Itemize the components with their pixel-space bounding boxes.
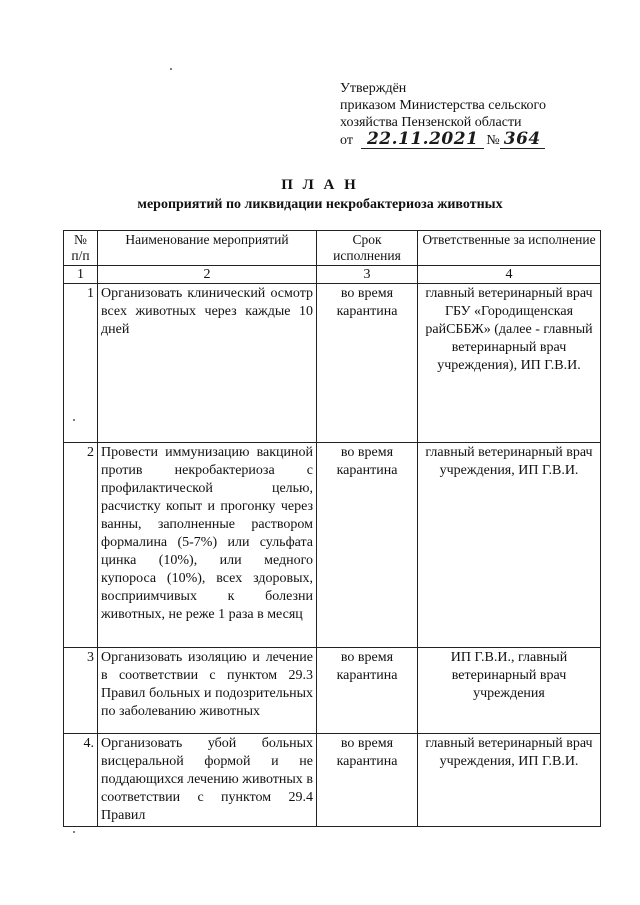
header-action: Наименование мероприятий: [98, 231, 317, 266]
header-responsible: Ответственные за исполнение: [418, 231, 601, 266]
header-number: № п/п: [64, 231, 98, 266]
table-row: [64, 284, 601, 443]
table-header-row: [64, 231, 601, 266]
row-number: 3: [64, 648, 98, 734]
row-term: во время карантина: [317, 443, 418, 648]
row-number: 2: [64, 443, 98, 648]
table-row: [64, 443, 601, 648]
order-date-number: [340, 131, 600, 149]
table-index-row: [64, 266, 601, 284]
row-responsible: главный ветеринарный врач учреждения, ИП Г.В.И.: [418, 734, 601, 827]
row-term: во время карантина: [317, 648, 418, 734]
row-action: Организовать изоляцию и лечение в соответствии с пунктом 29.3 Правил больных и подозрительных по заболеванию животных: [98, 648, 317, 734]
row-responsible: главный ветеринарный врач учреждения, ИП Г.В.И.: [418, 443, 601, 648]
scan-speck: [170, 68, 172, 70]
document-subtitle: мероприятий по ликвидации некробактериоза животных: [137, 197, 503, 212]
approval-line-1: Утверждён: [340, 81, 407, 96]
row-responsible: главный ветеринарный врач ГБУ «Городищенская райСББЖ» (далее - главный ветеринарный врач учреждения), ИП Г.В.И.: [418, 284, 601, 443]
scan-speck: [73, 831, 75, 833]
table-row: [64, 734, 601, 827]
order-number: 364: [500, 131, 545, 149]
header-term: Срок исполнения: [317, 231, 418, 266]
row-responsible: ИП Г.В.И., главный ветеринарный врач учреждения: [418, 648, 601, 734]
row-number: 4.: [64, 734, 98, 827]
row-term: во время карантина: [317, 284, 418, 443]
index-cell: 2: [98, 266, 317, 284]
plan-table: [63, 230, 601, 827]
approval-line-3: хозяйства Пензенской области: [340, 115, 522, 130]
row-term: во время карантина: [317, 734, 418, 827]
approval-line-2: приказом Министерства сельского: [340, 98, 546, 113]
number-label: №: [486, 133, 500, 148]
index-cell: 4: [418, 266, 601, 284]
from-label: от: [340, 133, 353, 148]
order-date: 22.11.2021: [361, 131, 484, 149]
row-number: 1: [64, 284, 98, 443]
row-action: Организовать клинический осмотр всех животных через каждые 10 дней: [98, 284, 317, 443]
document-title: П Л А Н: [281, 177, 359, 193]
row-action: Провести иммунизацию вакциной против некробактериоза с профилактической целью, расчистку копыт и прогонку через ванны, заполненные раствором формалина (5-7%) или сульфата цинка (10%), или медного купороса (10%), всех здоровых, восприимчивых к болезни животных, не реже 1 раза в месяц: [98, 443, 317, 648]
scan-speck: [73, 419, 75, 421]
table-row: [64, 648, 601, 734]
index-cell: 3: [317, 266, 418, 284]
index-cell: 1: [64, 266, 98, 284]
approval-block: [340, 80, 600, 149]
row-action: Организовать убой больных висцеральной формой и не поддающихся лечению животных в соответствии с пунктом 29.4 Правил: [98, 734, 317, 827]
